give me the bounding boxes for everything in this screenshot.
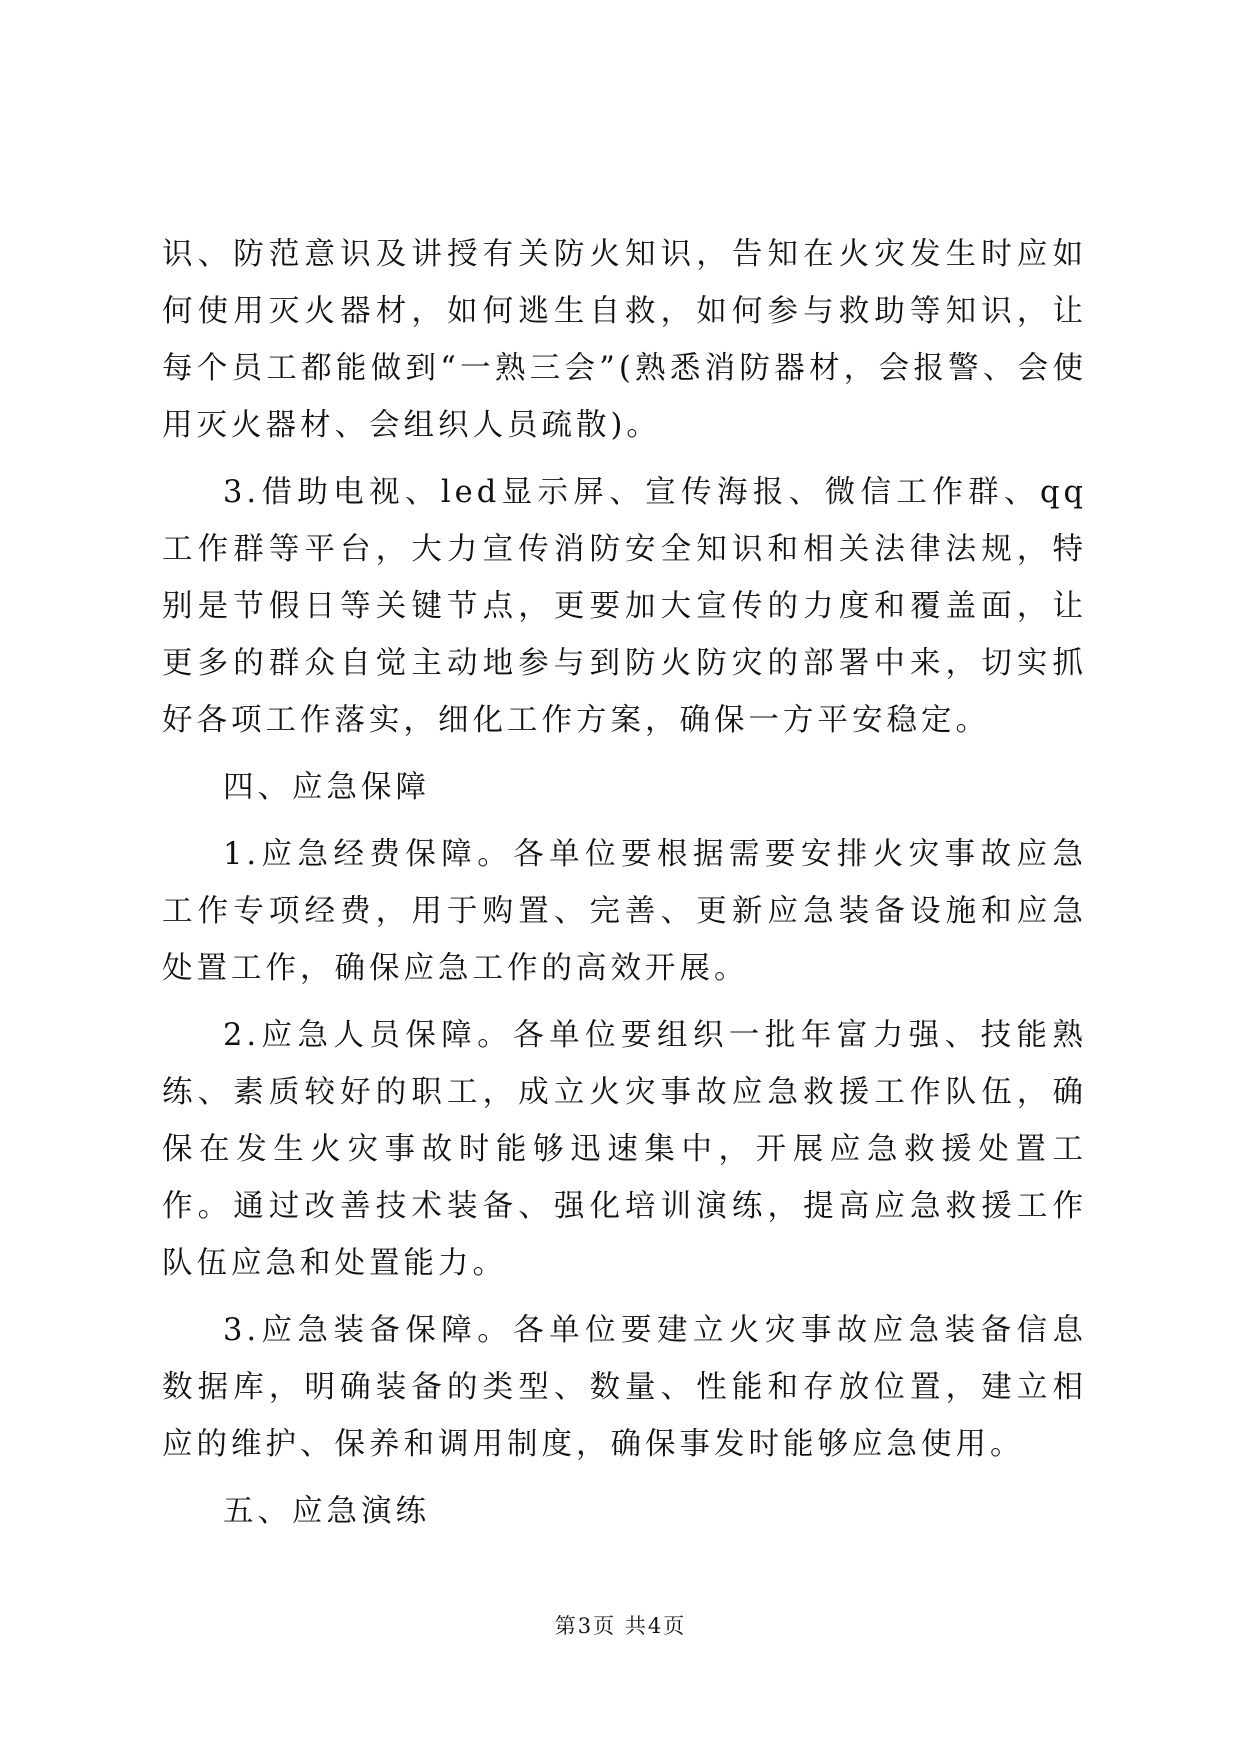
paragraph-gap — [162, 997, 1087, 1007]
paragraph-personnel: 2.应急人员保障。各单位要组织一批年富力强、技能熟练、素质较好的职工，成立火灾事故应急救援工作队伍，确保在发生火灾事故时能够迅速集中，开展应急救援处置工作。通过改善技术装备、强化培训演练，提高应急救援工作队伍应急和处置能力。 — [162, 1018, 1087, 1281]
section-heading-emergency-support: 四、应急保障 — [223, 770, 430, 805]
paragraph-funding: 1.应急经费保障。各单位要根据需要安排火灾事故应急工作专项经费，用于购置、完善、更新应急装备设施和应急处置工作，确保应急工作的高效开展。 — [162, 837, 1087, 986]
paragraph-continuation: 识、防范意识及讲授有关防火知识，告知在火灾发生时应如何使用灭火器材，如何逃生自救，如何参与救助等知识，让每个员工都能做到“一熟三会”(熟悉消防器材，会报警、会使用灭火器材、会组织人员疏散)。 — [162, 237, 1087, 443]
section-heading-emergency-drill: 五、应急演练 — [223, 1494, 430, 1529]
paragraph-gap — [162, 454, 1087, 464]
page-number-footer: 第3页 共4页 — [554, 1614, 687, 1638]
paragraph-gap — [162, 1292, 1087, 1302]
document-body — [162, 226, 1087, 1540]
paragraph-gap — [162, 1473, 1087, 1483]
paragraph-gap — [162, 749, 1087, 759]
paragraph-equipment: 3.应急装备保障。各单位要建立火灾事故应急装备信息数据库，明确装备的类型、数量、性能和存放位置，建立相应的维护、保养和调用制度，确保事发时能够应急使用。 — [162, 1313, 1087, 1462]
paragraph-publicity: 3.借助电视、led显示屏、宣传海报、微信工作群、qq工作群等平台，大力宣传消防安全知识和相关法律法规，特别是节假日等关键节点，更要加大宣传的力度和覆盖面，让更多的群众自觉主动地参与到防火防灾的部署中来，切实抓好各项工作落实，细化工作方案，确保一方平安稳定。 — [162, 475, 1087, 738]
paragraph-gap — [162, 816, 1087, 826]
